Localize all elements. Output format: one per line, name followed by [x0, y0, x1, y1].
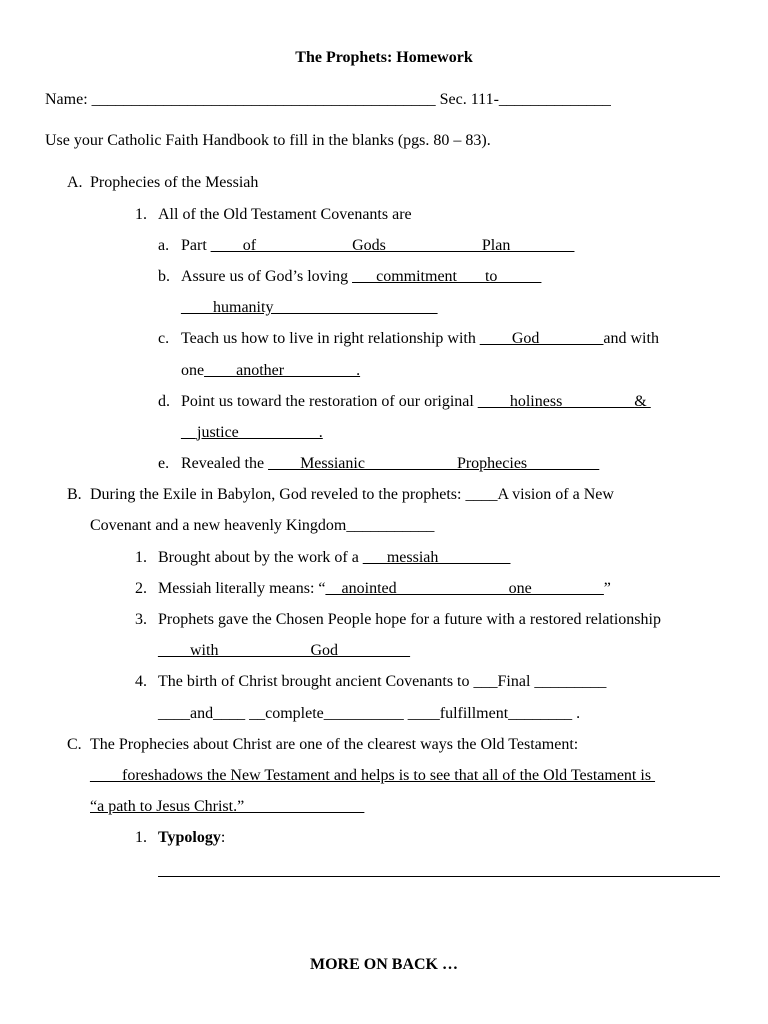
- b1-prefix: Brought about by the work of a: [158, 549, 363, 566]
- c1-line: [158, 828, 225, 848]
- b3-answer[interactable]: ____with________ ___God_________: [158, 642, 410, 659]
- b2-answer[interactable]: __anointed______________one_________: [325, 580, 604, 597]
- b2-suffix: ”: [603, 580, 611, 597]
- b4-line-1[interactable]: The birth of Christ brought ancient Covenants to ___Final _________: [158, 673, 607, 690]
- b4-marker: 4.: [135, 673, 147, 690]
- section-c-line-3[interactable]: “a path to Jesus Christ.”_______________: [90, 798, 365, 815]
- a1a-prefix: Part: [181, 237, 211, 254]
- a1b-prefix: Assure us of God’s loving: [181, 268, 353, 285]
- a1a-line: [181, 236, 574, 256]
- a1d-marker: d.: [158, 393, 170, 410]
- a1e-answer[interactable]: ____Messianic________ ___Prophecies_________: [268, 455, 600, 472]
- a1d-line: [181, 392, 651, 412]
- section-a-heading: Prophecies of the Messiah: [90, 174, 259, 191]
- a1c-line: [181, 329, 659, 349]
- b1-answer[interactable]: ___messiah_________: [362, 549, 511, 566]
- a1c-marker: c.: [158, 330, 170, 347]
- a1c-suffix: and with: [603, 330, 659, 347]
- c1-marker: 1.: [135, 829, 147, 846]
- section-b-line-1: During the Exile in Babylon, God reveled to the prophets: ____A vision of a New: [90, 486, 614, 503]
- section-b-line-2: Covenant and a new heavenly Kingdom___________: [90, 517, 435, 534]
- b3-marker: 3.: [135, 611, 147, 628]
- more-on-back: MORE ON BACK …: [310, 956, 458, 973]
- b2-line: [158, 579, 611, 599]
- a1b-marker: b.: [158, 268, 170, 285]
- name-label: Name:: [45, 91, 92, 108]
- b3-text: Prophets gave the Chosen People hope for a future with a restored relationship: [158, 611, 661, 628]
- name-blank[interactable]: ___________________________________________: [91, 91, 436, 108]
- typology-answer-line[interactable]: [158, 876, 720, 877]
- sec-label: Sec. 111-: [435, 91, 499, 108]
- section-c-line-2[interactable]: ____foreshadows the New Testament and helps is to see that all of the Old Testament is: [90, 767, 656, 784]
- instructions: Use your Catholic Faith Handbook to fill in the blanks (pgs. 80 – 83).: [45, 132, 491, 149]
- section-a-marker: A.: [67, 174, 83, 191]
- a1a-answer[interactable]: ____of____________Gods____________Plan________: [210, 237, 575, 254]
- sec-blank[interactable]: ______________: [498, 91, 611, 108]
- b1-marker: 1.: [135, 549, 147, 566]
- a1c-line-2: [181, 361, 360, 381]
- a1d-answer-1[interactable]: ____holiness_________: [477, 393, 635, 410]
- section-b-marker: B.: [67, 486, 82, 503]
- a1b-line: [181, 267, 541, 287]
- typology-label: Typology: [158, 829, 221, 846]
- a1d-amp: &: [634, 393, 651, 410]
- a1c-answer-1[interactable]: ____God________: [479, 330, 604, 347]
- a1e-line: [181, 454, 599, 474]
- section-c-marker: C.: [67, 736, 82, 753]
- a1-text: All of the Old Testament Covenants are: [158, 206, 412, 223]
- a1-marker: 1.: [135, 206, 147, 223]
- b2-prefix: Messiah literally means: “: [158, 580, 326, 597]
- a1a-marker: a.: [158, 237, 170, 254]
- name-section-line: [45, 90, 611, 110]
- section-c-line-1: The Prophecies about Christ are one of the clearest ways the Old Testament:: [90, 736, 579, 753]
- a1e-marker: e.: [158, 455, 170, 472]
- page-title: The Prophets: Homework: [295, 49, 473, 66]
- a1b-answer-2[interactable]: ____humanity________ ____________: [181, 299, 438, 316]
- a1c-answer-2[interactable]: ____another_________.: [204, 362, 361, 379]
- b1-line: [158, 548, 510, 568]
- a1d-prefix: Point us toward the restoration of our original: [181, 393, 478, 410]
- typology-colon: :: [220, 829, 226, 846]
- a1c-line2-prefix: one: [181, 362, 205, 379]
- b4-line-2[interactable]: ____and____ __complete__________ ____fulfillment________ .: [158, 705, 581, 722]
- b2-marker: 2.: [135, 580, 147, 597]
- a1b-answer-1[interactable]: ___commitment_ __to_____: [352, 268, 542, 285]
- a1c-prefix: Teach us how to live in right relationship with: [181, 330, 480, 347]
- a1e-prefix: Revealed the: [181, 455, 269, 472]
- a1d-answer-2[interactable]: __justice__________.: [181, 424, 323, 441]
